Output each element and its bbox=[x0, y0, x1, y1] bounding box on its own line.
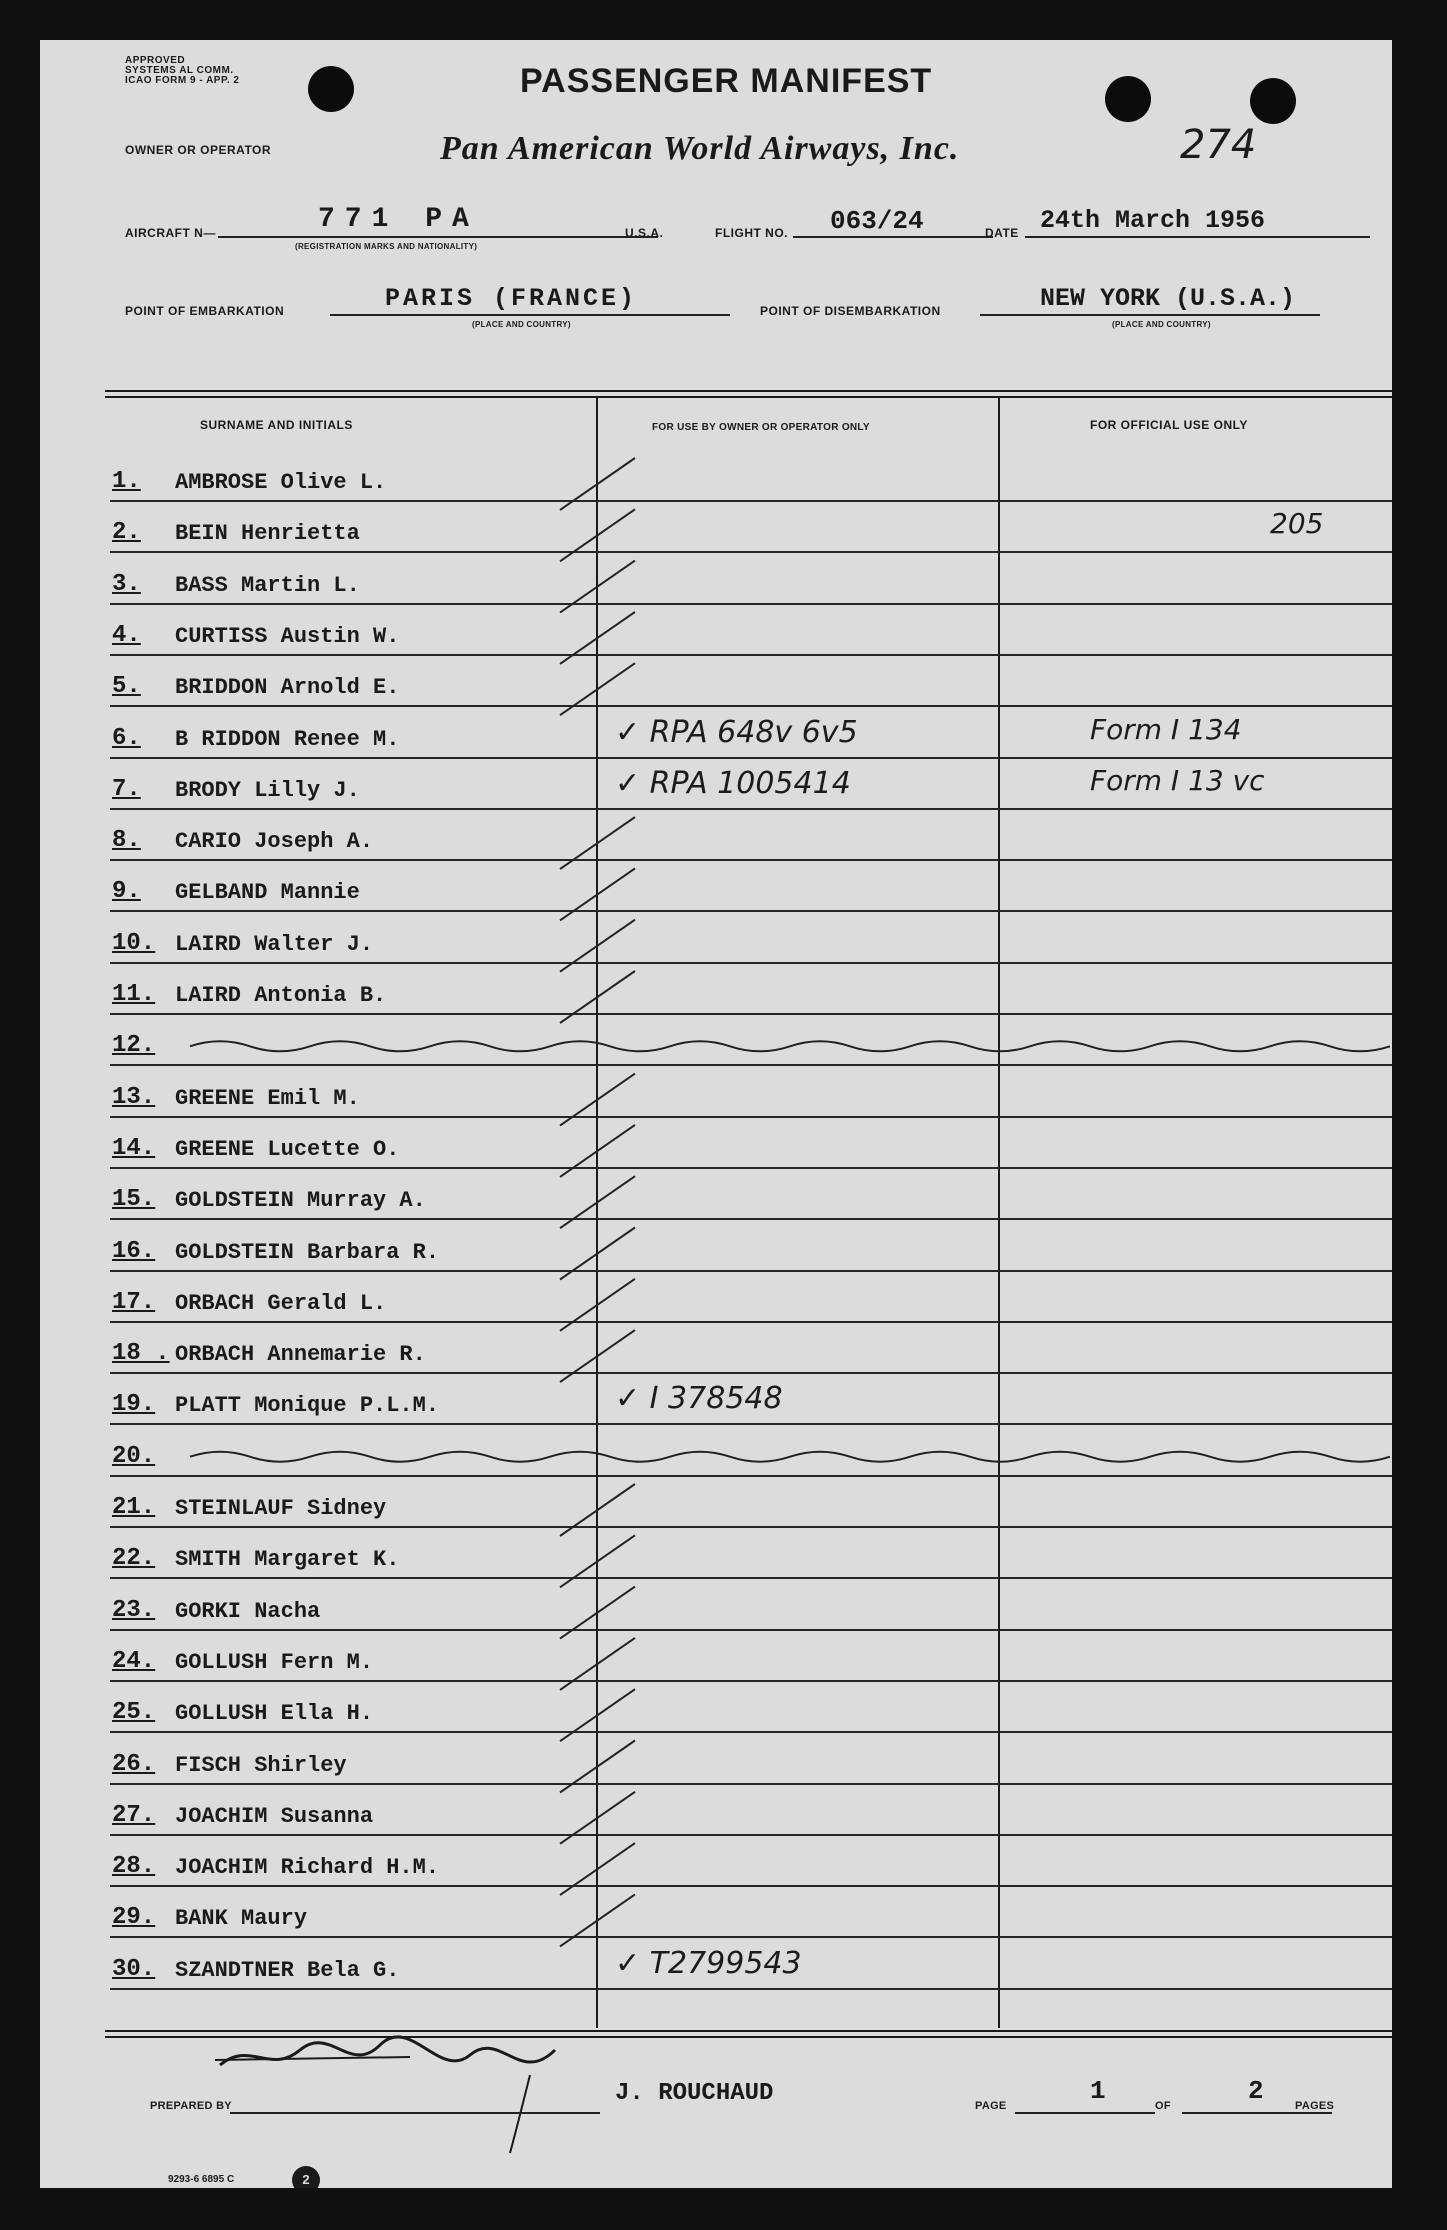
row-number: 7. bbox=[112, 775, 141, 803]
passenger-name: FISCH Shirley bbox=[175, 1752, 347, 1778]
company-name: Pan American World Airways, Inc. bbox=[440, 130, 960, 167]
row-number: 29. bbox=[112, 1904, 156, 1932]
row-number: 6. bbox=[112, 724, 141, 752]
passenger-name: BEIN Henrietta bbox=[175, 521, 360, 547]
passenger-name: GOLDSTEIN Barbara R. bbox=[175, 1239, 440, 1265]
passenger-name: CARIO Joseph A. bbox=[175, 829, 374, 855]
check-slash bbox=[560, 817, 635, 869]
check-slash bbox=[560, 1176, 635, 1228]
check-slash bbox=[560, 663, 635, 715]
row-number: 2. bbox=[112, 519, 141, 547]
passenger-name: AMBROSE Olive L. bbox=[175, 470, 387, 495]
row-number: 5. bbox=[112, 673, 141, 701]
page-title: PASSENGER MANIFEST bbox=[520, 62, 933, 100]
cancel-strike-line bbox=[190, 1452, 1390, 1462]
column-header-names: SURNAME AND INITIALS bbox=[200, 418, 353, 432]
row-number: 24. bbox=[112, 1647, 156, 1675]
row-number: 19. bbox=[112, 1391, 156, 1419]
row-number: 8. bbox=[112, 827, 141, 855]
date-label: DATE bbox=[985, 226, 1019, 240]
disembarkation-sub-label: (PLACE AND COUNTRY) bbox=[1112, 320, 1211, 329]
check-slash bbox=[560, 1535, 635, 1587]
passenger-name: JOACHIM Richard H.M. bbox=[175, 1855, 440, 1881]
pages-label: PAGES bbox=[1295, 2100, 1335, 2112]
row-number: 21. bbox=[112, 1494, 156, 1521]
row-number: 18 . bbox=[112, 1340, 170, 1368]
check-marks bbox=[40, 40, 1392, 2188]
passenger-name: GORKI Nacha bbox=[175, 1598, 321, 1624]
handwritten-page-mark: 274 bbox=[1180, 122, 1257, 168]
row-number: 30. bbox=[112, 1955, 156, 1983]
crossed-out-signature bbox=[210, 2035, 570, 2164]
embarkation-value: PARIS (FRANCE) bbox=[385, 284, 638, 313]
check-slash bbox=[560, 458, 635, 510]
page-underline bbox=[1015, 2112, 1155, 2114]
check-slash bbox=[560, 1741, 635, 1793]
page-number: 1 bbox=[1090, 2076, 1106, 2106]
row-number: 12. bbox=[112, 1032, 156, 1060]
check-slash bbox=[560, 1638, 635, 1690]
row-number: 14. bbox=[112, 1134, 156, 1162]
check-slash bbox=[560, 920, 635, 972]
aircraft-label: AIRCRAFT N— bbox=[125, 226, 216, 240]
preparer-name: J. ROUCHAUD bbox=[615, 2080, 774, 2107]
owner-label: OWNER OR OPERATOR bbox=[125, 143, 272, 157]
check-slash bbox=[560, 1689, 635, 1741]
form-number: 9293-6 6895 C bbox=[168, 2174, 235, 2185]
passenger-name: SZANDTNER Bela G. bbox=[175, 1957, 400, 1983]
check-slash bbox=[560, 1279, 635, 1331]
row-number: 17. bbox=[112, 1288, 156, 1316]
check-slash bbox=[560, 1125, 635, 1177]
row-number: 4. bbox=[112, 621, 141, 649]
passenger-name: ORBACH Gerald L. bbox=[175, 1290, 387, 1316]
official-note: Form I 13 vc bbox=[1090, 763, 1265, 797]
total-pages: 2 bbox=[1248, 2076, 1264, 2106]
passenger-name: GOLDSTEIN Murray A. bbox=[175, 1188, 426, 1214]
row-number: 23. bbox=[112, 1596, 156, 1624]
check-slash bbox=[560, 1894, 635, 1946]
row-number: 22. bbox=[112, 1545, 156, 1573]
aircraft-value: 771 PA bbox=[318, 204, 479, 235]
passenger-name: STEINLAUF Sidney bbox=[175, 1496, 387, 1521]
owner-note: ✓ T2799543 bbox=[615, 1945, 802, 1981]
row-number: 26. bbox=[112, 1750, 156, 1778]
row-number: 3. bbox=[112, 570, 141, 598]
passenger-name: GELBAND Mannie bbox=[175, 880, 360, 906]
passenger-name: GOLLUSH Fern M. bbox=[175, 1649, 374, 1675]
check-slash bbox=[560, 509, 635, 561]
passenger-name: CURTISS Austin W. bbox=[175, 623, 400, 649]
passenger-name: GOLLUSH Ella H. bbox=[175, 1701, 374, 1727]
owner-note: ✓ I 378548 bbox=[615, 1381, 783, 1417]
date-value: 24th March 1956 bbox=[1040, 206, 1266, 235]
official-note: Form I 134 bbox=[1090, 712, 1242, 746]
passenger-name: B RIDDON Renee M. bbox=[175, 726, 400, 752]
official-note: 205 bbox=[1270, 507, 1324, 541]
passenger-name: GREENE Lucette O. bbox=[175, 1136, 400, 1162]
printer-logo: 2 bbox=[292, 2166, 320, 2188]
prepared-by-label: PREPARED BY bbox=[150, 2100, 232, 2112]
approval-stamp: APPROVED SYSTEMS AL COMM. ICAO FORM 9 - APP. 2 bbox=[125, 55, 240, 86]
disembarkation-label: POINT OF DISEMBARKATION bbox=[760, 304, 941, 318]
row-number: 11. bbox=[112, 981, 156, 1008]
row-number: 25. bbox=[112, 1699, 156, 1727]
usa-label: U.S.A. bbox=[625, 226, 664, 240]
row-number: 15. bbox=[112, 1186, 156, 1214]
owner-note: ✓ RPA 648v 6v5 bbox=[615, 714, 858, 750]
disembarkation-value: NEW YORK (U.S.A.) bbox=[1040, 284, 1296, 313]
check-slash bbox=[560, 1330, 635, 1382]
check-slash bbox=[560, 561, 635, 613]
of-label: OF bbox=[1155, 2100, 1171, 2112]
check-slash bbox=[560, 1074, 635, 1126]
embarkation-sub-label: (PLACE AND COUNTRY) bbox=[472, 320, 571, 329]
check-slash bbox=[560, 1484, 635, 1536]
check-slash bbox=[560, 971, 635, 1023]
flight-value: 063/24 bbox=[830, 206, 924, 236]
row-number: 9. bbox=[112, 878, 141, 906]
row-number: 13. bbox=[112, 1083, 156, 1111]
check-slash bbox=[560, 612, 635, 664]
owner-note: ✓ RPA 1005414 bbox=[615, 765, 851, 801]
passenger-name: LAIRD Antonia B. bbox=[175, 983, 387, 1008]
manifest-sheet bbox=[40, 40, 1392, 2188]
aircraft-sub-label: (REGISTRATION MARKS AND NATIONALITY) bbox=[295, 242, 478, 251]
passenger-name: GREENE Emil M. bbox=[175, 1085, 360, 1111]
passenger-name: JOACHIM Susanna bbox=[175, 1803, 374, 1829]
check-slash bbox=[560, 1843, 635, 1895]
table-bottom-rule bbox=[105, 2030, 1392, 2032]
check-slash bbox=[560, 1587, 635, 1639]
total-pages-underline bbox=[1182, 2112, 1332, 2114]
row-number: 20. bbox=[112, 1442, 156, 1470]
row-number: 10. bbox=[112, 929, 156, 957]
passenger-name: BRODY Lilly J. bbox=[175, 777, 360, 803]
row-number: 1. bbox=[112, 468, 141, 495]
page-label: PAGE bbox=[975, 2100, 1007, 2112]
passenger-name: LAIRD Walter J. bbox=[175, 931, 374, 957]
column-header-official-use: FOR OFFICIAL USE ONLY bbox=[1090, 418, 1248, 432]
row-number: 28. bbox=[112, 1853, 156, 1881]
embarkation-label: POINT OF EMBARKATION bbox=[125, 304, 285, 318]
prepared-by-underline bbox=[230, 2112, 600, 2114]
flight-label: FLIGHT NO. bbox=[715, 226, 788, 240]
row-number: 27. bbox=[112, 1801, 156, 1829]
column-header-owner-use: FOR USE BY OWNER OR OPERATOR ONLY bbox=[652, 422, 870, 433]
passenger-name: BANK Maury bbox=[175, 1906, 308, 1932]
check-slash bbox=[560, 868, 635, 920]
passenger-name: ORBACH Annemarie R. bbox=[175, 1342, 426, 1368]
passenger-name: BRIDDON Arnold E. bbox=[175, 675, 400, 701]
row-number: 16. bbox=[112, 1237, 156, 1265]
passenger-name: PLATT Monique P.L.M. bbox=[175, 1393, 440, 1419]
passenger-name: BASS Martin L. bbox=[175, 572, 360, 598]
check-slash bbox=[560, 1792, 635, 1844]
cancel-strike-line bbox=[190, 1041, 1390, 1051]
check-slash bbox=[560, 1228, 635, 1280]
passenger-name: SMITH Margaret K. bbox=[175, 1547, 400, 1573]
